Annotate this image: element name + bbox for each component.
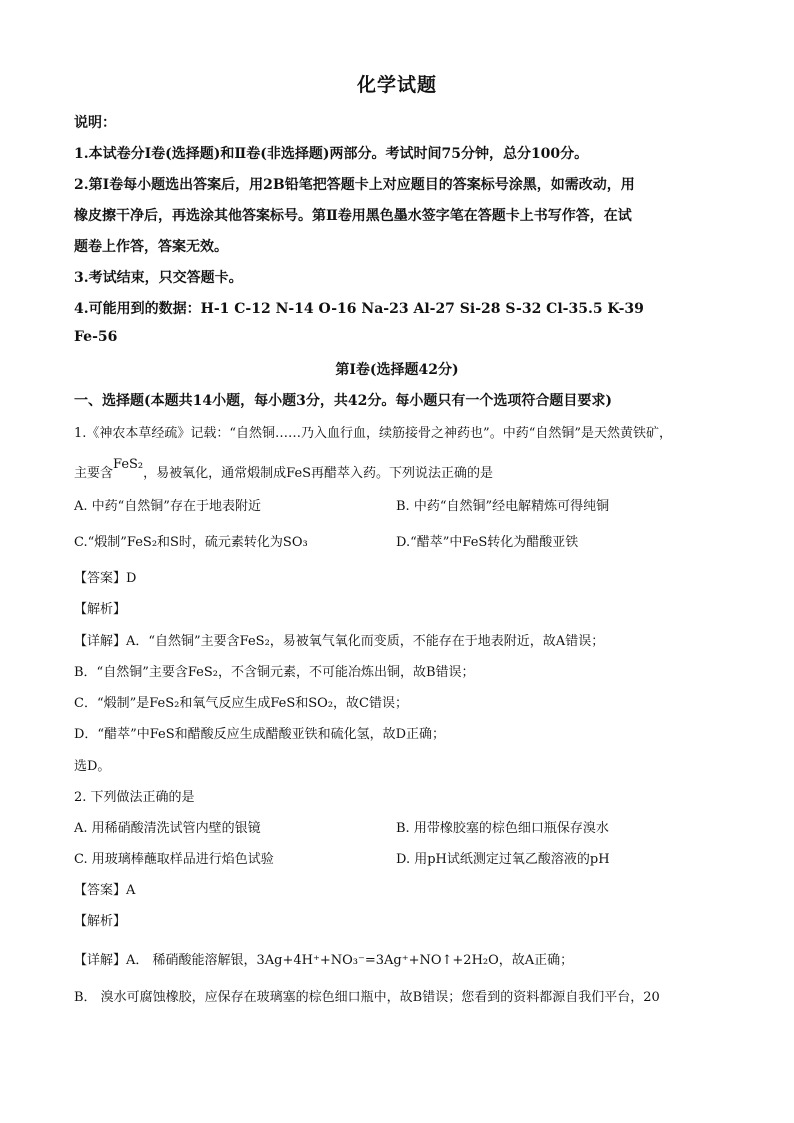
- notes-heading: 说明：: [74, 115, 116, 131]
- q1-stem-line-2: [74, 457, 494, 481]
- q1-detail-b: B．“自然铜”主要含FeS₂，不含铜元素，不可能冶炼出铜，故B错误；: [74, 665, 475, 680]
- q1-choose: 选D。: [74, 759, 111, 774]
- q2-option-a: A. 用稀硝酸清洗试管内壁的银镜: [74, 821, 261, 836]
- q1-answer: 【答案】D: [74, 571, 137, 586]
- q1-option-b: B. 中药“自然铜”经电解精炼可得纯铜: [396, 499, 610, 514]
- q1-option-d: D.“醋萃”中FeS转化为醋酸亚铁: [396, 535, 579, 550]
- q1-detail-c: C．“煅制”是FeS₂和氧气反应生成FeS和SO₂，故C错误；: [74, 696, 408, 711]
- note-2-line-3: 题卷上作答，答案无效。: [74, 239, 228, 255]
- note-1: 1.本试卷分Ⅰ卷(选择题)和Ⅱ卷(非选择题)两部分。考试时间75分钟，总分100分。: [74, 146, 589, 162]
- q1-detail-d: D．“醋萃”中FeS和醋酸反应生成醋酸亚铁和硫化氢，故D正确；: [74, 727, 446, 742]
- part-heading: 一、选择题(本题共14小题，每小题3分，共42分。每小题只有一个选项符合题目要求): [74, 393, 612, 409]
- q2-option-c: C. 用玻璃棒蘸取样品进行焰色试验: [74, 852, 274, 867]
- q2-analysis-label: 【解析】: [74, 914, 127, 929]
- q1-stem-prefix: 主要含: [74, 466, 114, 481]
- q1-analysis-label: 【解析】: [74, 602, 127, 617]
- q1-stem-formula: FeS₂: [113, 457, 144, 472]
- q2-answer: 【答案】A: [74, 883, 136, 898]
- note-2-line-2: 橡皮擦干净后，再选涂其他答案标号。第Ⅱ卷用黑色墨水签字笔在答题卡上书写作答，在试: [74, 208, 632, 224]
- page-title: 化学试题: [356, 74, 437, 96]
- q1-stem-suffix: ，易被氧化，通常煅制成FeS再醋萃入药。下列说法正确的是: [143, 466, 494, 481]
- q1-detail-a: 【详解】A．“自然铜”主要含FeS₂，易被氧气氧化而变质，不能存在于地表附近，故A错误；: [74, 634, 605, 649]
- note-4-line-1: 4.可能用到的数据：H-1 C-12 N-14 O-16 Na-23 Al-27 Si-28 S-32 Cl-35.5 K-39: [74, 301, 644, 317]
- q1-option-a: A. 中药“自然铜”存在于地表附近: [74, 499, 261, 514]
- q2-option-d: D. 用pH试纸测定过氧乙酸溶液的pH: [396, 852, 610, 867]
- section-heading: 第Ⅰ卷(选择题42分): [335, 362, 459, 378]
- q1-option-c: C.“煅制”FeS₂和S时，硫元素转化为SO₃: [74, 535, 308, 550]
- q2-detail-b: B． 溴水可腐蚀橡胶，应保存在玻璃塞的棕色细口瓶中，故B错误；您看到的资料都源自我们平台，20: [74, 990, 660, 1005]
- note-4-line-2: Fe-56: [74, 329, 118, 345]
- q2-detail-a: 【详解】A． 稀硝酸能溶解银，3Ag+4H⁺+NO₃⁻=3Ag⁺+NO↑+2H₂O，故A正确；: [74, 953, 574, 968]
- q2-option-b: B. 用带橡胶塞的棕色细口瓶保存溴水: [396, 821, 609, 836]
- q1-stem-line-1: 1.《神农本草经疏》记载：“自然铜……乃入血行血，续筋接骨之神药也”。中药“自然铜”是天然黄铁矿，: [74, 426, 672, 441]
- note-3: 3.考试结束，只交答题卡。: [74, 270, 243, 286]
- note-2-line-1: 2.第Ⅰ卷每小题选出答案后，用2B铅笔把答题卡上对应题目的答案标号涂黑，如需改动，用: [74, 177, 635, 193]
- q2-stem: 2. 下列做法正确的是: [74, 790, 195, 805]
